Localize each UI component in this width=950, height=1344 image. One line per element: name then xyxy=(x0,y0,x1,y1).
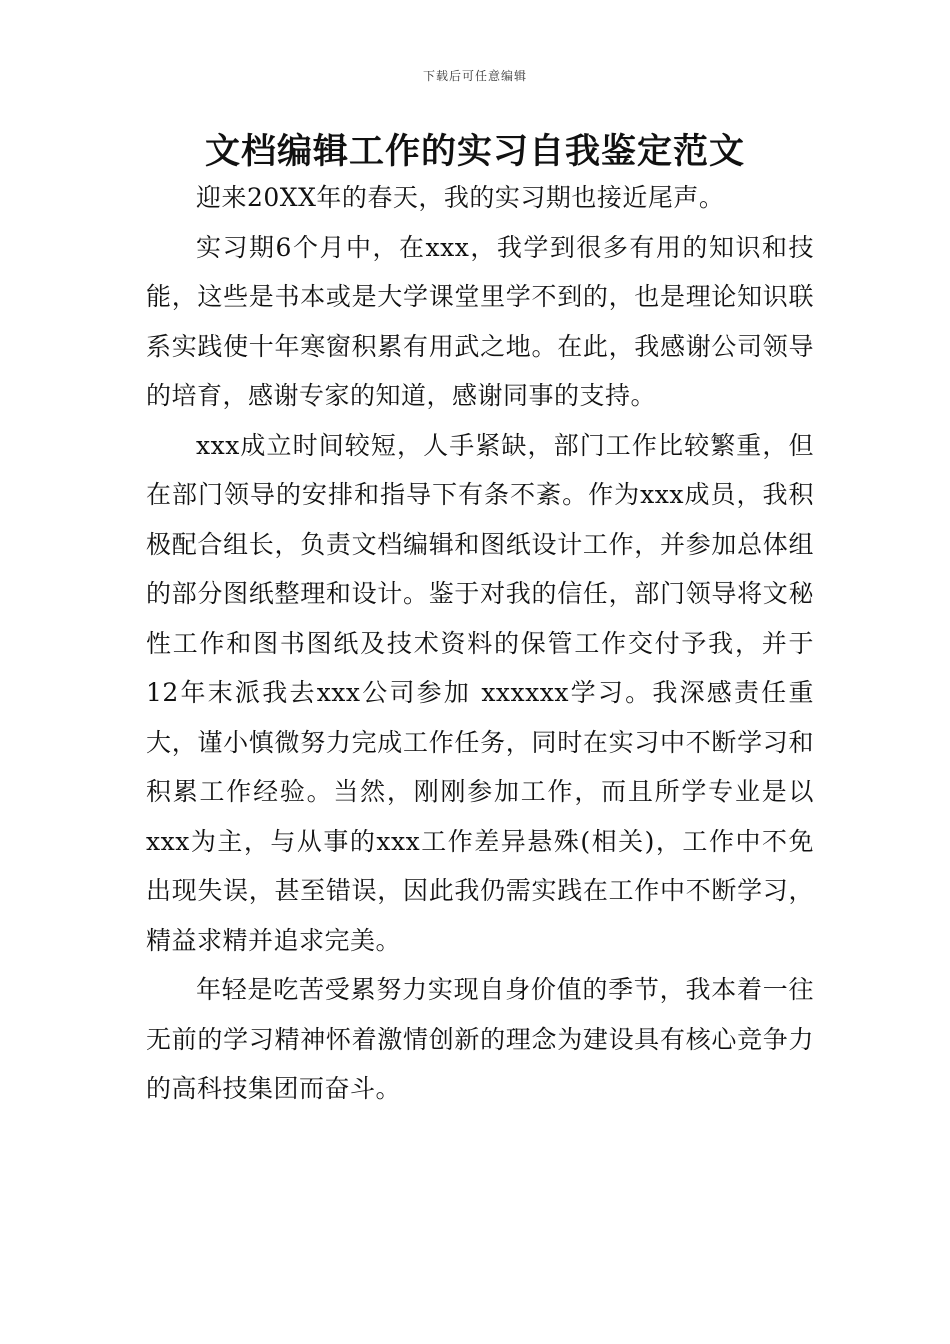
paragraph-1: 迎来20XX年的春天，我的实习期也接近尾声。 xyxy=(196,183,725,212)
paragraph-2: 实习期6个月中，在xxx，我学到很多有用的知识和技能，这些是书本或是大学课堂里学不到的，也是理论知识联系实践使十年寒窗积累有用武之地。在此，我感谢公司领导的培育，感谢专家的知道，感谢同事的支持。 xyxy=(146,232,814,410)
document-title: 文档编辑工作的实习自我鉴定范文 xyxy=(204,132,745,172)
paragraph-3: xxx成立时间较短，人手紧缺，部门工作比较繁重，但在部门领导的安排和指导下有条不紊。作为xxx成员，我积极配合组长，负责文档编辑和图纸设计工作，并参加总体组的部分图纸整理和设计。鉴于对我的信任，部门领导将文秘性工作和图书图纸及技术资料的保管工作交付予我，并于12年末派我去xxx公司参加 xxxxxx学习。我深感责任重大，谨小慎微努力完成工作任务，同时在实习中不断学习和积累工作经验。当然，刚刚参加工作，而且所学专业是以xxx为主，与从事的xxx工作差异悬殊(相关)，工作中不免出现失误，甚至错误，因此我仍需实践在工作中不断学习，精益求精并追求完美。 xyxy=(146,430,814,955)
header-note: 下载后可任意编辑 xyxy=(422,69,527,83)
document-body xyxy=(146,173,814,1114)
paragraph-4: 年轻是吃苦受累努力实现自身价值的季节，我本着一往无前的学习精神怀着激情创新的理念为建设具有核心竞争力的高科技集团而奋斗。 xyxy=(146,975,814,1103)
